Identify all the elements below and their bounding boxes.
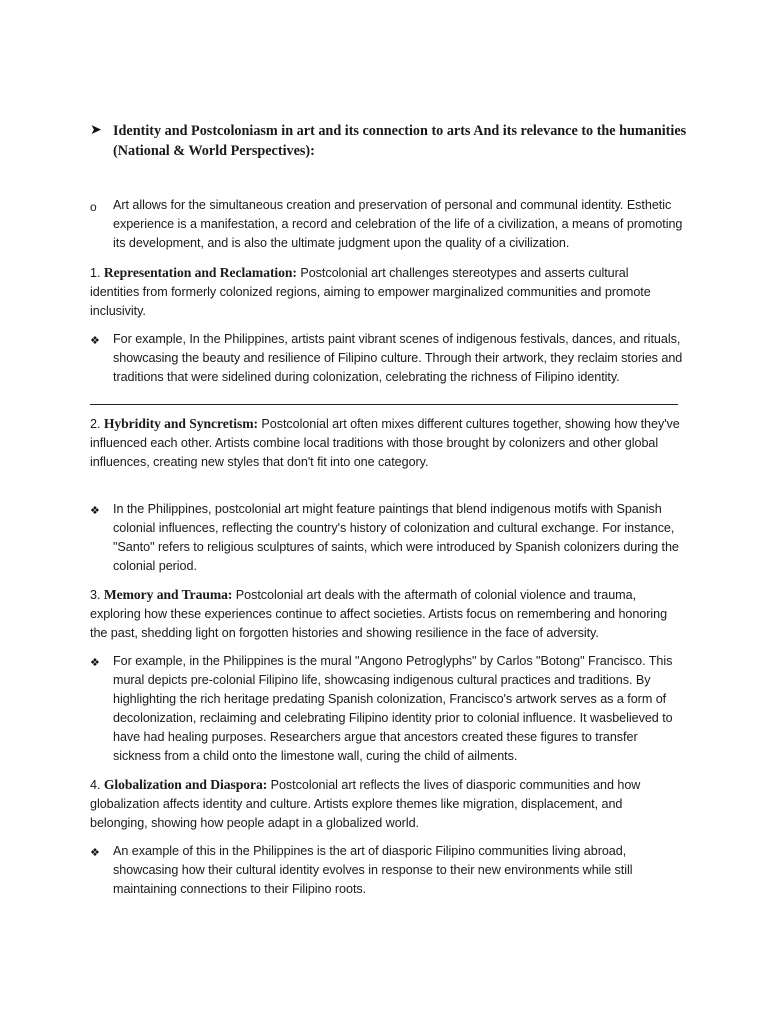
section-3-number: 3. (90, 588, 101, 602)
arrow-bullet-icon: ➤ (90, 122, 102, 138)
section-1-number: 1. (90, 266, 101, 280)
section-2-number: 2. (90, 417, 101, 431)
diamond-bullet-icon: ❖ (90, 846, 100, 859)
section-2-paragraph (90, 414, 680, 472)
section-1-title: Representation and Reclamation: (103, 265, 297, 280)
diamond-bullet-icon: ❖ (90, 334, 100, 347)
section-3-title: Memory and Trauma: (103, 587, 233, 602)
section-2-text: Postcolonial art often mixes different cultures together, showing how they've influenced each other. Artists combine local traditions with those brought by colonizers and other global influences, creating new styles that don't fit into one category. (90, 417, 680, 469)
section-1-example: For example, In the Philippines, artists paint vibrant scenes of indigenous festivals, dances, and rituals, showcasing the beauty and resilience of Filipino culture. Through their artwork, they reclaim stories and traditions that were sidelined during colonization, celebrating the richness of Filipino identity. (113, 332, 683, 384)
section-1-text: Postcolonial art challenges stereotypes and asserts cultural identities from formerly colonized regions, aiming to empower marginalized communities and promote inclusivity. (90, 266, 651, 318)
diamond-bullet-icon: ❖ (90, 656, 100, 669)
section-4-title: Globalization and Diaspora: (103, 777, 268, 792)
circle-bullet-icon: o (90, 200, 97, 214)
section-4-text: Postcolonial art reflects the lives of diasporic communities and how globalization affects identity and culture. Artists explore themes like migration, displacement, and belonging, showing how people adapt in a globalized world. (90, 778, 641, 830)
section-4-number: 4. (90, 778, 101, 792)
intro-paragraph: Art allows for the simultaneous creation and preservation of personal and communal identity. Esthetic experience is a manifestation, a record and celebration of the life of a civilization, a means of promoting its development, and is also the ultimate judgment upon the quality of a civilization. (113, 198, 683, 250)
section-2-example: In the Philippines, postcolonial art might feature paintings that blend indigenous motifs with Spanish colonial influences, reflecting the country's history of colonization and cultural exchange. For instance, "Santo" refers to religious sculptures of saints, which were introduced by Spanish colonizers during the colonial period. (113, 502, 679, 573)
section-3-text: Postcolonial art deals with the aftermath of colonial violence and trauma, exploring how these experiences continue to affect societies. Artists focus on remembering and honoring the past, shedding light on forgotten histories and showing resilience in the face of adversity. (90, 588, 668, 640)
section-3-paragraph (90, 585, 680, 643)
section-2-title: Hybridity and Syncretism: (103, 416, 258, 431)
section-1-paragraph (90, 263, 680, 321)
section-4-paragraph (90, 775, 680, 833)
section-3-example: For example, in the Philippines is the mural "Angono Petroglyphs" by Carlos "Botong" Francisco. This mural depicts pre-colonial Filipino life, showcasing indigenous cultural practices and traditions. By highlighting the rich heritage predating Spanish colonization, Francisco's artwork serves as a form of decolonization, reclaiming and celebrating Filipino identity prior to colonial influence. It wasbelieved to have had healing purposes. Researchers argue that ancestors created these figures to transfer sickness from a child onto the limestone wall, curing the child of ailments. (113, 654, 673, 763)
diamond-bullet-icon: ❖ (90, 504, 100, 517)
heading-text: Identity and Postcoloniasm in art and its connection to arts And its relevance to the humanities (National & World Perspectives): (113, 123, 687, 159)
section-4-example: An example of this in the Philippines is the art of diasporic Filipino communities living abroad, showcasing how their cultural identity evolves in response to their new environments while still maintaining connections to their Filipino roots. (113, 844, 633, 896)
horizontal-divider (90, 404, 678, 405)
